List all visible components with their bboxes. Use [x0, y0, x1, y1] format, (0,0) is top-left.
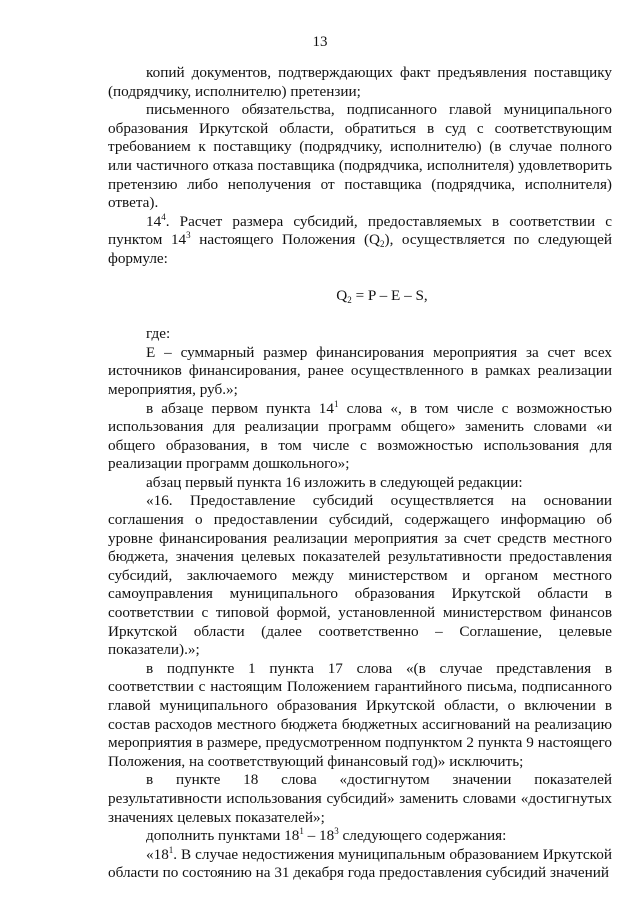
document-body: [108, 64, 612, 883]
paragraph: «$18^1$. В случае недостижения муниципальным образованием Иркутской области по состоянию на 31 декабря года предоставления субсидий значений: [108, 844, 612, 882]
paragraph: абзац первый пункта 16 изложить в следующей редакции:: [146, 473, 523, 491]
paragraph: в пункте 18 слова «достигнутом значении показателей результативности использования субсидий» заменить словами «достигнутых значениях целевых показателей»;: [108, 771, 612, 826]
page-number: 13: [312, 34, 328, 50]
paragraph: письменного обязательства, подписанного главой муниципального образования Иркутской области, обратиться в суд с соответствующим требованием к поставщику (подрядчику, исполнителю) (в случае полного или частичного отказа поставщика (подрядчика, исполнителя) удовлетворить претензию либо неполучения от поставщика (подрядчика, исполнителя) ответа).: [108, 101, 612, 212]
paragraph: дополнить пунктами $18^1 - 18^3$ следующего содержания:: [146, 826, 507, 845]
paragraph: где:: [146, 325, 171, 343]
paragraph: «16. Предоставление субсидий осуществляется на основании соглашения о предоставлении субсидий, содержащего информацию об уровне финансирования реализации мероприятия за счет средств местного бюджета, значения целевых показателей результативности предоставления субсидий, заключаемого между министерством и органом местного самоуправления муниципального образования Иркутской области в соответствии с типовой формой, установленной министерством финансов Иркутской области (далее соответственно – Соглашение, целевые показатели).»;: [108, 492, 612, 659]
paragraph: $14^4$. Расчет размера субсидий, предоставляемых в соответствии с пунктом $14^3$ настоящего Положения $(Q_2)$, осуществляется по следующей формуле:: [108, 211, 612, 267]
paragraph: в абзаце первом пункта $14^1$ слова «, в том числе с возможностью использования для реализации программ общего» заменить словами «и общего образования, в том числе с возможностью использования для реализации программ дошкольного»;: [108, 398, 612, 473]
paragraph: E – суммарный размер финансирования мероприятия за счет всех источников финансирования, ранее осуществленного в рамках реализации мероприятия, руб.»;: [108, 343, 612, 398]
formula: $Q_2 = P - E - S$,: [336, 286, 428, 305]
paragraph: в подпункте 1 пункта 17 слова «(в случае представления в соответствии с настоящим Положением гарантийного письма, подписанного главой муниципального образования Иркутской области, о включении в состав расходов местного бюджета бюджетных ассигнований на реализацию мероприятия в размере, предусмотренном подпунктом 2 пункта 9 настоящего Положения, на соответствующий финансовый год)» исключить;: [108, 659, 612, 770]
paragraph: копий документов, подтверждающих факт предъявления поставщику (подрядчику, исполнителю) претензии;: [108, 64, 612, 100]
